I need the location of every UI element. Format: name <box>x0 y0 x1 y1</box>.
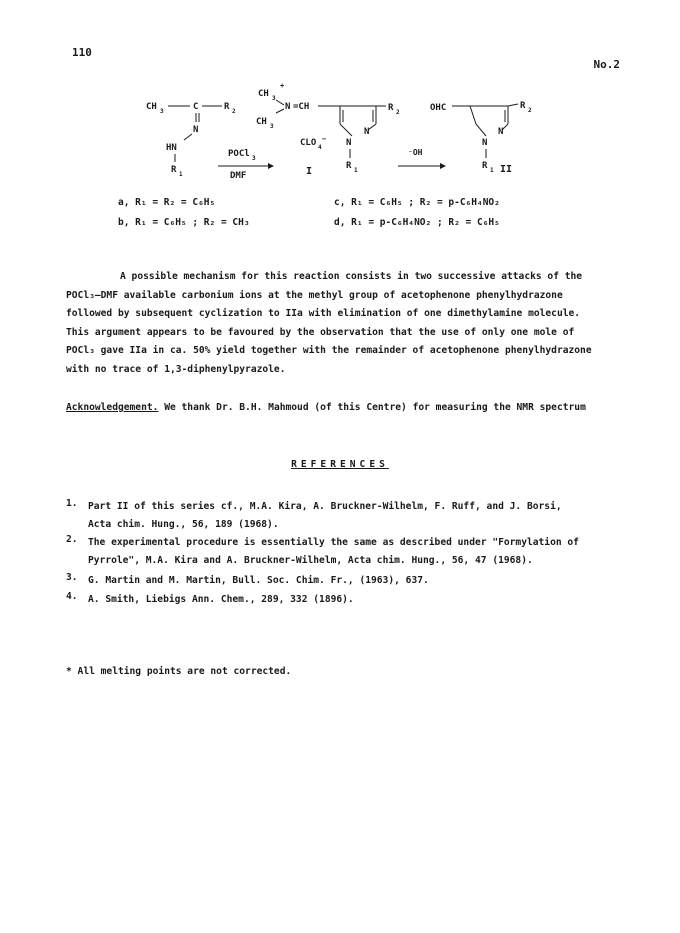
variant-d: d, R₁ = p-C₆H₄NO₂ ; R₂ = C₆H₅ <box>334 217 500 228</box>
svg-text:3: 3 <box>272 95 276 102</box>
r1-group: R <box>171 165 177 175</box>
svg-text:CH: CH <box>258 89 269 99</box>
nitrogen-atom: N <box>193 125 199 135</box>
svg-text:2: 2 <box>232 108 236 115</box>
acknowledgement-label: Acknowledgement. <box>66 402 159 413</box>
reference-number: 1. <box>66 498 78 509</box>
compound-label-I: I <box>306 166 313 177</box>
svg-text:+: + <box>280 82 285 90</box>
svg-text:2: 2 <box>528 107 532 114</box>
svg-text:4: 4 <box>318 144 322 151</box>
svg-text:1: 1 <box>179 171 183 178</box>
svg-text:1: 1 <box>490 167 494 174</box>
reference-text: The experimental procedure is essentially the same as described under "Formylation of Pyrrole", M.A. Kira and A. Bruckner-Wilhelm, Acta chim. Hung., 56, 47 (1968). <box>88 537 579 566</box>
paragraph-line: POCl₃–DMF available carbonium ions at the methyl group of acetophenone phenylhydrazone <box>66 289 563 301</box>
reaction-scheme <box>0 0 680 260</box>
reference-number: 2. <box>66 534 78 545</box>
iminium-nitrogen: N <box>285 102 291 112</box>
footnote: * All melting points are not corrected. <box>66 666 292 677</box>
svg-text:N: N <box>482 138 488 148</box>
r2-group-II: R <box>520 101 526 111</box>
ch3-group: CH <box>146 102 157 112</box>
r1-group-I: R <box>346 161 352 171</box>
svg-text:3: 3 <box>160 108 164 115</box>
r2-group-I: R <box>388 103 394 113</box>
svg-text:=CH: =CH <box>293 102 310 112</box>
r1-group-II: R <box>482 161 488 171</box>
reference-item <box>66 498 626 534</box>
svg-text:N: N <box>346 138 352 148</box>
reference-item <box>66 591 626 609</box>
references-heading: REFERENCES <box>291 459 389 470</box>
svg-text:CH: CH <box>256 117 267 127</box>
svg-text:2: 2 <box>396 109 400 116</box>
svg-text:−: − <box>322 135 327 143</box>
variant-c: c, R₁ = C₆H₅ ; R₂ = p-C₆H₄NO₂ <box>334 197 500 208</box>
variant-b: b, R₁ = C₆H₅ ; R₂ = CH₃ <box>118 217 250 228</box>
paragraph-line: with no trace of 1,3-diphenylpyrazole. <box>66 363 286 375</box>
svg-text:3: 3 <box>252 155 256 162</box>
hydroxide-label: ⁻OH <box>408 148 423 157</box>
svg-text:N: N <box>498 127 504 137</box>
formyl-group: OHC <box>430 103 447 113</box>
svg-text:3: 3 <box>270 123 274 130</box>
issue-number: No.2 <box>593 58 620 71</box>
reference-item <box>66 572 626 590</box>
compound-label-II: II <box>500 164 513 175</box>
svg-text:1: 1 <box>354 167 358 174</box>
reagent-pocl3: POCl <box>228 149 250 159</box>
paragraph-line: followed by subsequent cyclization to IIa with elimination of one dimethylamine molecule. <box>66 308 581 319</box>
reference-number: 4. <box>66 591 78 602</box>
svg-text:N: N <box>364 127 370 137</box>
paragraph-line: POCl₃ gave IIa in ca. 50% yield together with the remainder of acetophenone phenylhydrazone <box>66 345 592 356</box>
acknowledgement <box>66 399 626 418</box>
reference-item <box>66 534 626 570</box>
paragraph-line: A possible mechanism for this reaction consists in two successive attacks of the <box>120 271 583 282</box>
carbon-atom: C <box>193 102 199 112</box>
page-number: 110 <box>72 46 92 59</box>
acknowledgement-text: We thank Dr. B.H. Mahmoud (of this Centre) for measuring the NMR spectrum <box>158 402 586 413</box>
reference-text: G. Martin and M. Martin, Bull. Soc. Chim. Fr., (1963), 637. <box>88 575 429 586</box>
reference-text: A. Smith, Liebigs Ann. Chem., 289, 332 (1896). <box>88 594 354 605</box>
variant-a: a, R₁ = R₂ = C₆H₅ <box>118 197 216 208</box>
paragraph-line: This argument appears to be favoured by the observation that the use of only one mole of <box>66 326 575 338</box>
perchlorate: CLO <box>300 138 317 148</box>
r2-group: R <box>224 102 230 112</box>
hn-group: HN <box>166 143 177 153</box>
mechanism-paragraph <box>66 268 626 379</box>
reference-number: 3. <box>66 572 78 583</box>
reference-text: Part II of this series cf., M.A. Kira, A. Bruckner-Wilhelm, F. Ruff, and J. Borsi, Acta chim. Hung., 56, 189 (1968). <box>88 501 562 530</box>
reagent-dmf: DMF <box>230 171 247 181</box>
